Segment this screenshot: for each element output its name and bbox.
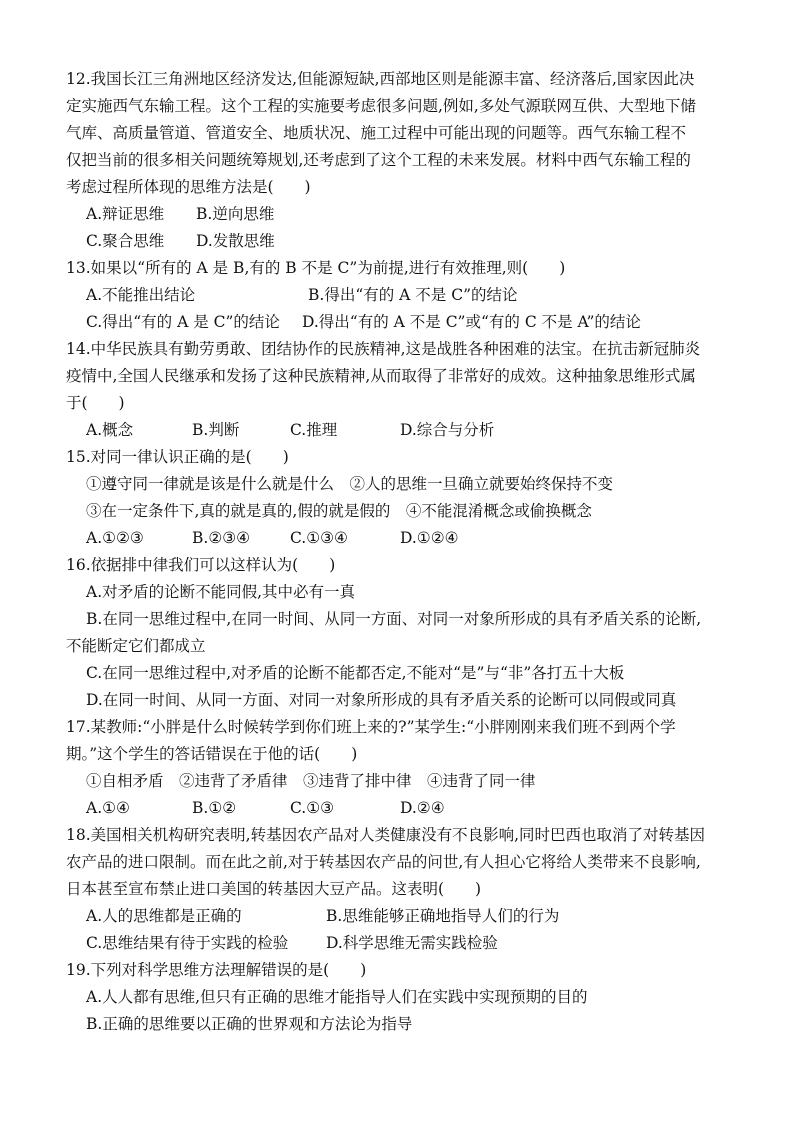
statement-line: ①遵守同一律就是该是什么就是什么 ②人的思维一旦确立就要始终保持不变	[86, 475, 614, 493]
option-d: D.①②④	[400, 529, 459, 547]
option-d: D.在同一时间、从同一方面、对同一对象所形成的具有矛盾关系的论断可以同假或同真	[86, 691, 677, 709]
question-19	[66, 957, 738, 1038]
option-row	[66, 903, 738, 930]
option-d: D.得出“有的 A 不是 C”或“有的 C 不是 A”的结论	[302, 313, 641, 331]
question-stem-line: 考虑过程所体现的思维方法是( )	[66, 178, 311, 196]
question-stem-line: 日本甚至宣布禁止进口美国的转基因大豆产品。这表明( )	[66, 880, 482, 898]
option-row	[66, 201, 738, 228]
option-d: D.②④	[400, 799, 445, 817]
option-c: C.聚合思维	[86, 232, 165, 250]
option-c: C.①③④	[290, 529, 348, 547]
question-stem-line: 于( )	[66, 394, 125, 412]
option-a: A.①②③	[86, 529, 144, 547]
question-stem-line: 16.依据排中律我们可以这样认为( )	[66, 556, 336, 574]
option-b-continued: 不能断定它们都成立	[66, 637, 206, 655]
question-stem-line: 17.某教师:“小胖是什么时候转学到你们班上来的?”某学生:“小胖刚刚来我们班不到两个学	[66, 718, 676, 736]
question-14	[66, 336, 738, 444]
option-d: D.发散思维	[196, 232, 275, 250]
question-stem-line: 14.中华民族具有勤劳勇敢、团结协作的民族精神,这是战胜各种困难的法宝。在抗击新冠肺炎	[66, 340, 701, 358]
option-b: B.①②	[192, 799, 237, 817]
question-stem-line: 气库、高质量管道、管道安全、地质状况、施工过程中可能出现的问题等。西气东输工程不	[66, 124, 687, 142]
option-b: B.得出“有的 A 不是 C”的结论	[308, 286, 518, 304]
question-stem-line: 13.如果以“所有的 A 是 B,有的 B 不是 C”为前提,进行有效推理,则( )	[66, 259, 566, 277]
option-a: A.不能推出结论	[86, 286, 196, 304]
statement-line: ①自相矛盾 ②违背了矛盾律 ③违背了排中律 ④违背了同一律	[86, 772, 536, 790]
statement-line: ③在一定条件下,真的就是真的,假的就是假的 ④不能混淆概念或偷换概念	[86, 502, 592, 520]
option-c: C.推理	[290, 421, 338, 439]
question-12	[66, 66, 738, 255]
question-stem-line: 疫情中,全国人民继承和发扬了这种民族精神,从而取得了非常好的成效。这种抽象思维形式属	[66, 367, 696, 385]
option-row	[66, 228, 738, 255]
question-stem-line: 期。”这个学生的答话错误在于他的话( )	[66, 745, 358, 763]
option-a: A.概念	[86, 421, 134, 439]
option-a: A.人的思维都是正确的	[86, 907, 242, 925]
question-stem-line: 12.我国长江三角洲地区经济发达,但能源短缺,西部地区则是能源丰富、经济落后,国家因此决	[66, 70, 695, 88]
option-row	[66, 282, 738, 309]
option-a: A.辩证思维	[86, 205, 165, 223]
option-c: C.①③	[290, 799, 335, 817]
option-c: C.思维结果有待于实践的检验	[86, 934, 289, 952]
question-stem-line: 19.下列对科学思维方法理解错误的是( )	[66, 961, 367, 979]
question-18	[66, 822, 738, 957]
option-b: B.思维能够正确地指导人们的行为	[326, 907, 560, 925]
option-b: B.逆向思维	[196, 205, 275, 223]
option-row	[66, 309, 738, 336]
option-a: A.①④	[86, 799, 130, 817]
option-b: B.判断	[192, 421, 240, 439]
option-row	[66, 525, 738, 552]
option-a: A.对矛盾的论断不能同假,其中必有一真	[86, 583, 356, 601]
question-stem-line: 18.美国相关机构研究表明,转基因农产品对人类健康没有不良影响,同时巴西也取消了对转基因	[66, 826, 706, 844]
option-row	[66, 795, 738, 822]
question-13	[66, 255, 738, 336]
option-b: B.在同一思维过程中,在同一时间、从同一方面、对同一对象所形成的具有矛盾关系的论断,	[86, 610, 702, 628]
option-b: B.②③④	[192, 529, 251, 547]
option-b: B.正确的思维要以正确的世界观和方法论为指导	[86, 1015, 413, 1033]
option-row	[66, 930, 738, 957]
option-a: A.人人都有思维,但只有正确的思维才能指导人们在实践中实现预期的目的	[86, 988, 588, 1006]
question-stem-line: 15.对同一律认识正确的是( )	[66, 448, 289, 466]
option-d: D.综合与分析	[400, 421, 495, 439]
question-stem-line: 仅把当前的很多相关问题统筹规划,还考虑到了这个工程的未来发展。材料中西气东输工程的	[66, 151, 691, 169]
option-d: D.科学思维无需实践检验	[326, 934, 498, 952]
option-row	[66, 417, 738, 444]
question-17	[66, 714, 738, 822]
question-16	[66, 552, 738, 714]
option-c: C.得出“有的 A 是 C”的结论	[86, 313, 280, 331]
question-stem-line: 农产品的进口限制。而在此之前,对于转基因农产品的问世,有人担心它将给人类带来不良影响,	[66, 853, 701, 871]
question-15	[66, 444, 738, 552]
question-stem-line: 定实施西气东输工程。这个工程的实施要考虑很多问题,例如,多处气源联网互供、大型地下储	[66, 97, 696, 115]
exam-page	[66, 66, 738, 1038]
option-c: C.在同一思维过程中,对矛盾的论断不能都否定,不能对“是”与“非”各打五十大板	[86, 664, 625, 682]
